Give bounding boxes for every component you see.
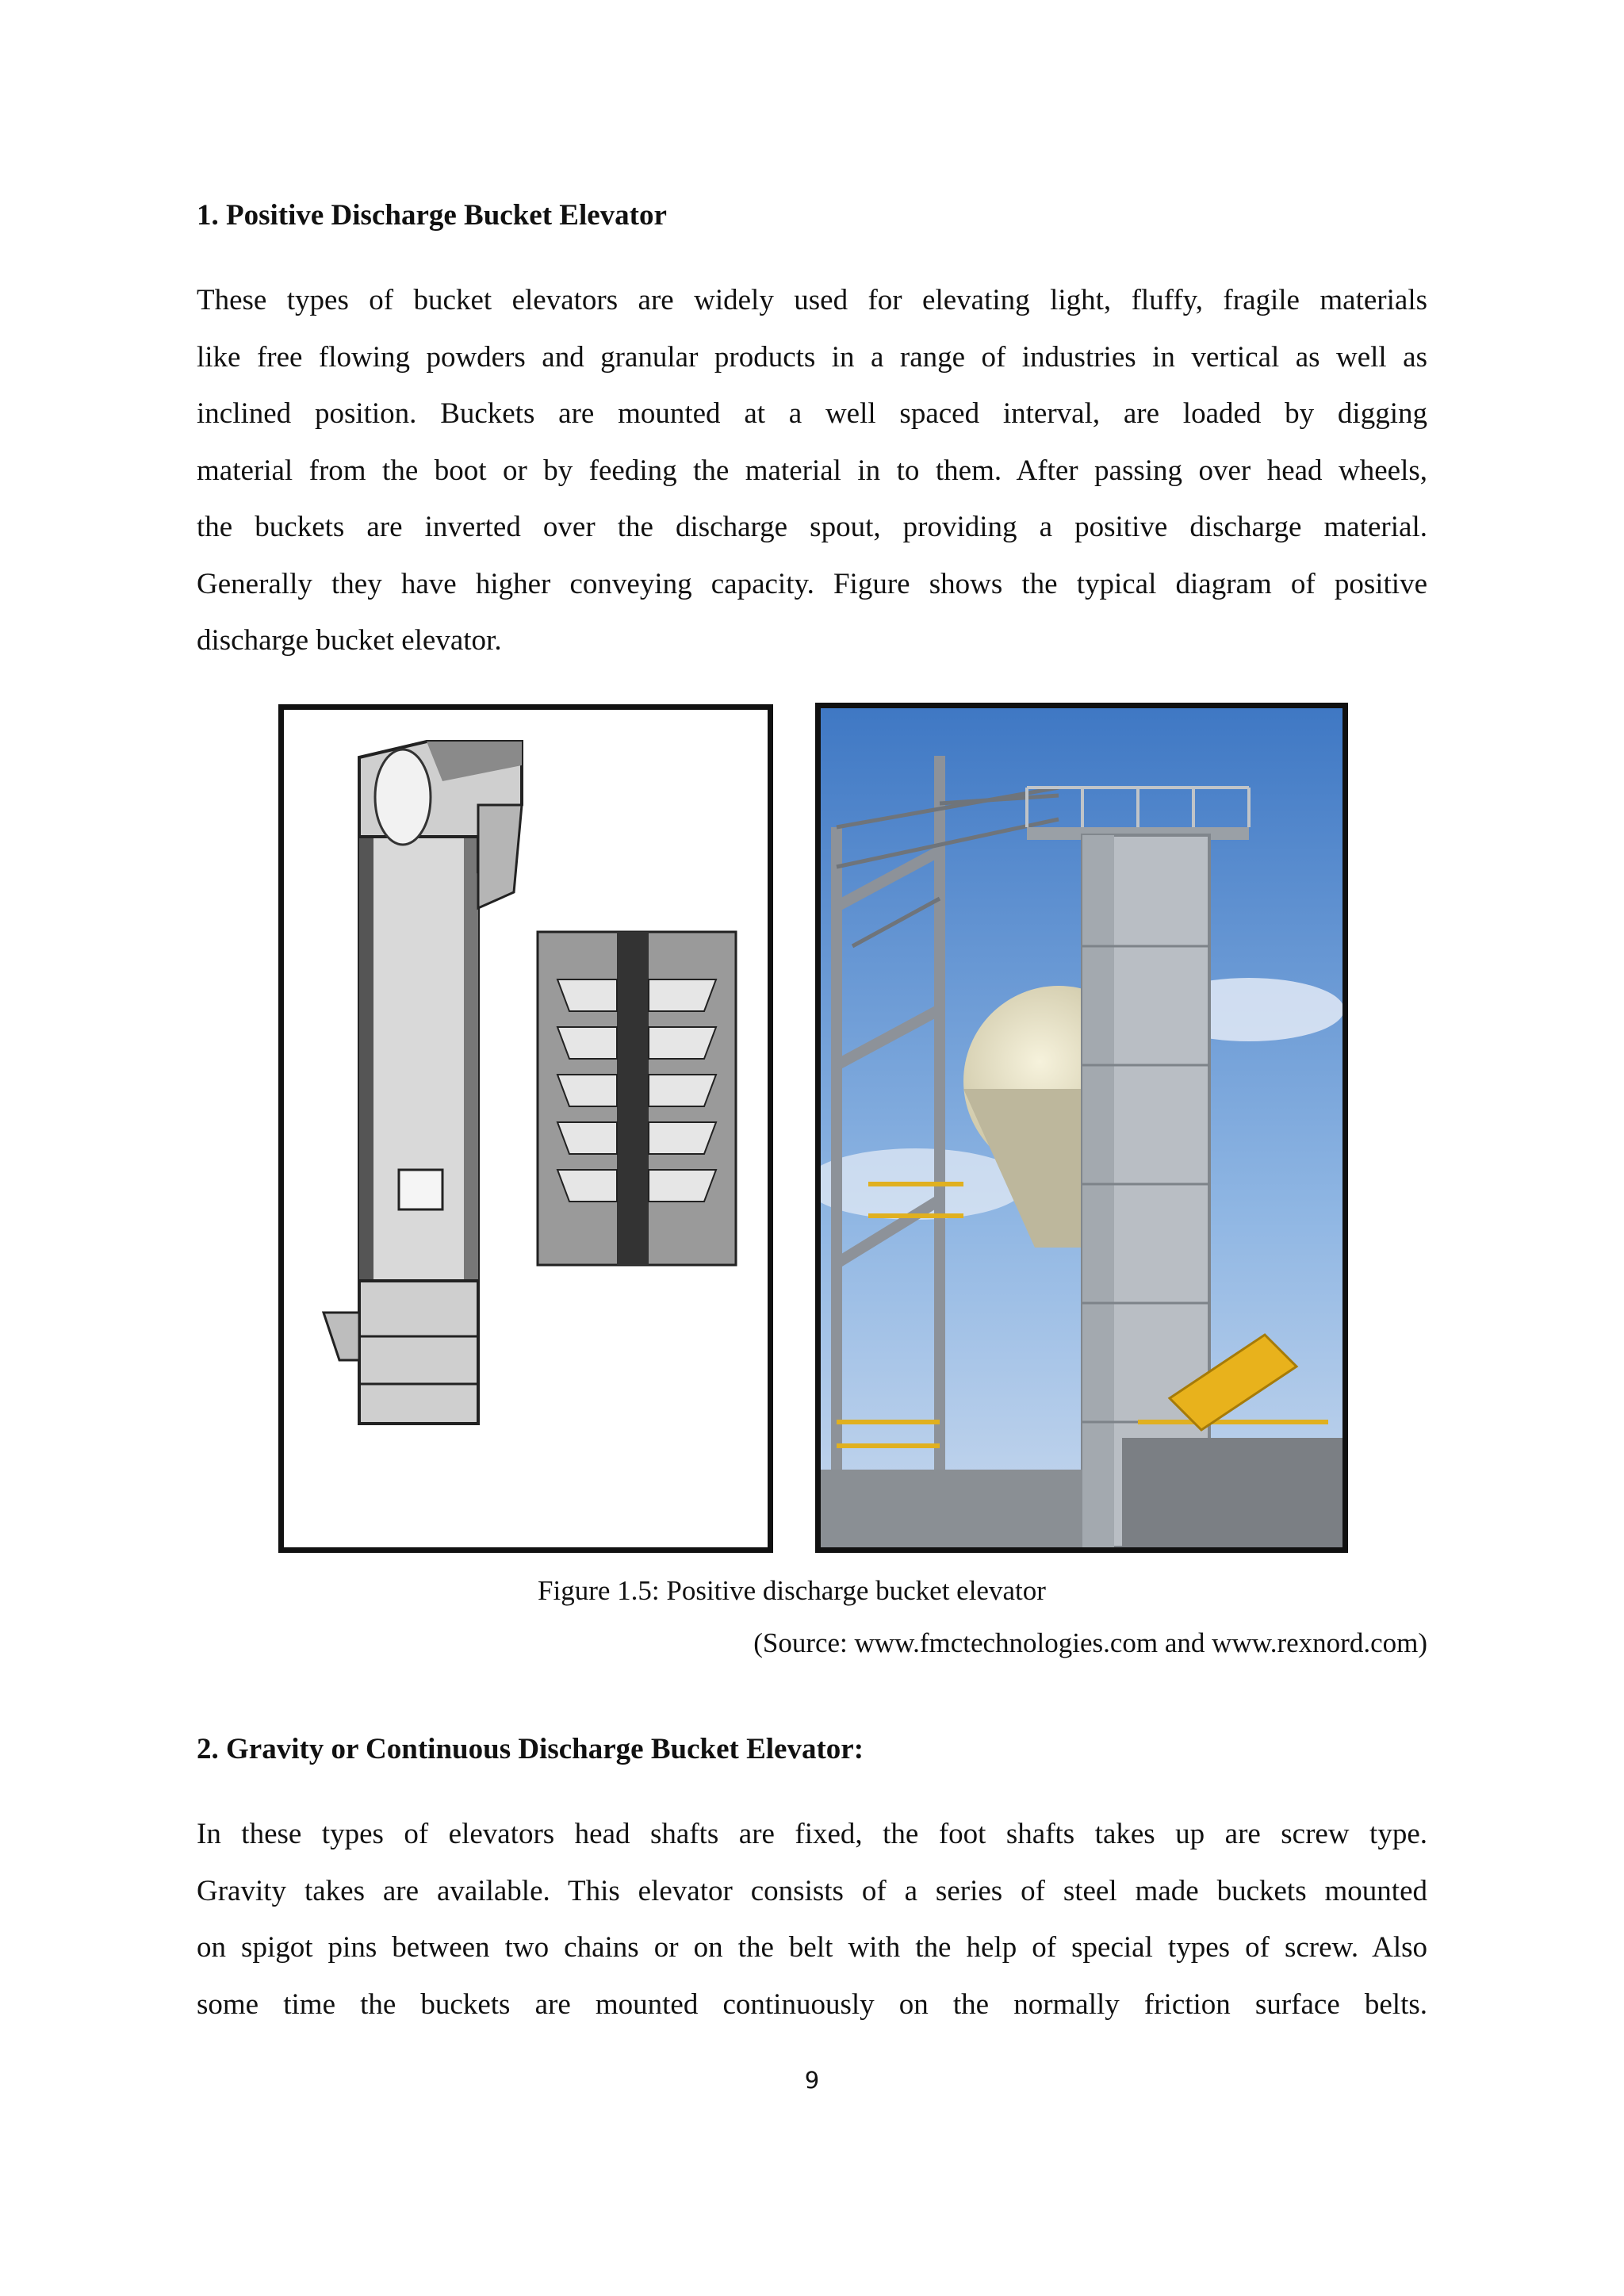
paragraph-line: Gravity takes are available. This elevator consists of a series of steel made buckets mounted	[197, 1874, 1427, 1907]
paragraph-line: In these types of elevators head shafts are fixed, the foot shafts takes up are screw type.	[197, 1818, 1427, 1850]
paragraph-line: inclined position. Buckets are mounted at a well spaced interval, are loaded by digging	[197, 397, 1427, 430]
paragraph-line: material from the boot or by feeding the material in to them. After passing over head wheels,	[197, 454, 1427, 487]
elevator-tower-illustration	[821, 708, 1342, 1547]
elevator-tower-photo	[815, 703, 1348, 1553]
section-1-heading: 1. Positive Discharge Bucket Elevator	[197, 199, 667, 232]
paragraph-line: discharge bucket elevator.	[197, 624, 502, 657]
page-number: 9	[804, 2067, 820, 2094]
section-2-paragraph	[197, 1806, 1427, 2033]
section-1-paragraph	[197, 272, 1427, 669]
elevator-drawing-illustration	[284, 710, 768, 1547]
paragraph-line: These types of bucket elevators are widely used for elevating light, fluffy, fragile materials	[197, 284, 1427, 316]
figure-source: (Source: www.fmctechnologies.com and www.rexnord.com)	[753, 1627, 1427, 1658]
paragraph-line: on spigot pins between two chains or on the belt with the help of special types of screw. Also	[197, 1931, 1427, 1964]
paragraph-line: the buckets are inverted over the discharge spout, providing a positive discharge material.	[197, 511, 1427, 543]
section-2-heading: 2. Gravity or Continuous Discharge Bucket Elevator:	[197, 1733, 864, 1765]
paragraph-line: like free flowing powders and granular products in a range of industries in vertical as well as	[197, 340, 1427, 374]
paragraph-line: Generally they have higher conveying capacity. Figure shows the typical diagram of positive	[197, 567, 1427, 600]
figure-caption: Figure 1.5: Positive discharge bucket elevator	[538, 1575, 1046, 1606]
elevator-drawing-image	[278, 704, 773, 1553]
paragraph-line: some time the buckets are mounted continuously on the normally friction surface belts.	[197, 1987, 1427, 2021]
